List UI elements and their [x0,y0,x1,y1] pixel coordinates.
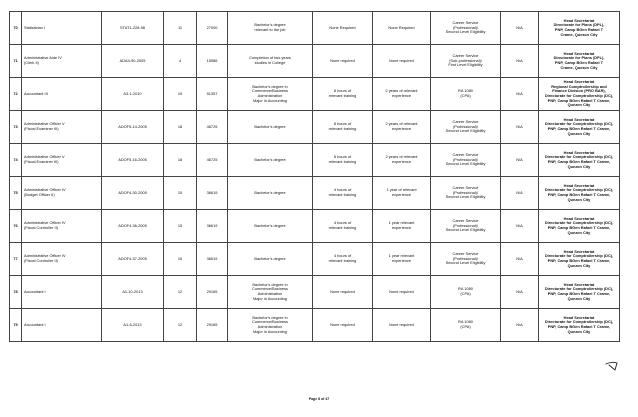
monthly-salary-cell: 27000 [197,12,228,45]
item-number-cell: ADOF4-36-2005 [102,210,164,243]
table-body [10,12,620,342]
eligibility-cell: Career Service (Professional)/ Second Level Eligibility [431,210,501,243]
item-number-cell: ADOF5-14-2005 [102,111,164,144]
position-title-cell: Administrative Officer IV (Budget Officer II) [22,177,102,210]
experience-cell: None required [373,276,431,309]
position-title-cell: Administrative Officer V (Fiscal Examiner III) [22,111,102,144]
competency-cell: N/A [501,243,539,276]
education-cell: Bachelor's degree in Commerce/Business Administration Major in Accounting [228,309,313,342]
training-cell: None required [313,309,373,342]
row-number-cell: 73 [10,111,22,144]
row-number-cell: 75 [10,177,22,210]
row-number-cell: 78 [10,276,22,309]
eligibility-cell: Career Service (Professional)/ Second Level Eligibility [431,111,501,144]
training-cell: 8 hours of relevant training [313,78,373,111]
salary-grade-cell: 18 [164,111,197,144]
competency-cell: N/A [501,276,539,309]
education-cell: Bachelor's degree [228,144,313,177]
education-cell: Bachelor's degree [228,210,313,243]
item-number-cell: A3-1-2010 [102,78,164,111]
competency-cell: N/A [501,210,539,243]
salary-grade-cell: 12 [164,309,197,342]
position-title-cell: Accountant I [22,309,102,342]
place-of-assignment-cell: Head Secretariat Directorate for Comptrollership (DC), PNP, Camp BGen Rafael T Crame, Quezon City [539,144,620,177]
eligibility-cell: Career Service (Professional)/ Second Level Eligibility [431,12,501,45]
competency-cell: N/A [501,309,539,342]
monthly-salary-cell: 51357 [197,78,228,111]
position-title-cell: Accountant I [22,276,102,309]
table-row [10,243,620,276]
competency-cell: N/A [501,111,539,144]
training-cell: None required [313,276,373,309]
competency-cell: N/A [501,45,539,78]
table-row [10,309,620,342]
table-row [10,276,620,309]
table-row [10,111,620,144]
position-title-cell: Administrative Aide IV (Clerk II) [22,45,102,78]
place-of-assignment-cell: Head Secretariat Directorate for Comptrollership (DC), PNP, Camp BGen Rafael T Crame, Quezon City [539,177,620,210]
eligibility-cell: Career Service (Sub-professional)/ First Level Eligibility [431,45,501,78]
salary-grade-cell: 18 [164,144,197,177]
row-number-cell: 71 [10,45,22,78]
place-of-assignment-cell: Head Secretariat Directorate for Plans (DPL), PNP, Camp BGen Rafael T Crame, Quezon City [539,12,620,45]
competency-cell: N/A [501,12,539,45]
education-cell: Bachelor's degree relevant to the job [228,12,313,45]
place-of-assignment-cell: Head Secretariat Directorate for Comptrollership (DC), PNP, Camp BGen Rafael T Crame, Quezon City [539,243,620,276]
item-number-cell: ADOF4-37-2005 [102,243,164,276]
place-of-assignment-cell: Head Secretariat Directorate for Comptrollership (DC), PNP, Camp BGen Rafael T Crame, Quezon City [539,309,620,342]
training-cell: None Required [313,12,373,45]
education-cell: Bachelor's degree in Commerce/Business Administration Major in Accounting [228,78,313,111]
education-cell: Bachelor's degree [228,243,313,276]
item-number-cell: STAT1-228-98 [102,12,164,45]
eligibility-cell: Career Service (Professional)/ Second Level Eligibility [431,177,501,210]
item-number-cell: ADA4-90-2005 [102,45,164,78]
monthly-salary-cell: 29165 [197,276,228,309]
monthly-salary-cell: 29165 [197,309,228,342]
corner-pen-mark [604,361,620,372]
item-number-cell: ADOF4-30-2005 [102,177,164,210]
eligibility-cell: RA 1080 (CPA) [431,309,501,342]
competency-cell: N/A [501,177,539,210]
training-cell: 4 hours of relevant training [313,210,373,243]
salary-grade-cell: 4 [164,45,197,78]
competency-cell: N/A [501,78,539,111]
row-number-cell: 72 [10,78,22,111]
monthly-salary-cell: 36619 [197,243,228,276]
salary-grade-cell: 19 [164,78,197,111]
experience-cell: 1 year relevant experience [373,210,431,243]
row-number-cell: 76 [10,210,22,243]
experience-cell: 1 year of relevant experience [373,177,431,210]
competency-cell: N/A [501,144,539,177]
monthly-salary-cell: 15586 [197,45,228,78]
salary-grade-cell: 15 [164,243,197,276]
table-row [10,144,620,177]
place-of-assignment-cell: Head Secretariat Directorate for Comptrollership (DC), PNP, Camp BGen Rafael T Crame, Quezon City [539,111,620,144]
eligibility-cell: RA 1080 (CPA) [431,78,501,111]
place-of-assignment-cell: Head Secretariat Directorate for Plans (DPL), PNP, Camp BGen Rafael T Crame, Quezon City [539,45,620,78]
training-cell: None required [313,45,373,78]
vacancy-table [9,11,620,342]
row-number-cell: 79 [10,309,22,342]
education-cell: Bachelor's degree in Commerce/Business Administration Major in Accounting [228,276,313,309]
table-row [10,12,620,45]
place-of-assignment-cell: Head Secretariat Directorate for Comptrollership (DC), PNP, Camp BGen Rafael T Crame, Quezon City [539,276,620,309]
table-row [10,78,620,111]
experience-cell: None required [373,45,431,78]
table-row [10,177,620,210]
row-number-cell: 74 [10,144,22,177]
monthly-salary-cell: 46725 [197,111,228,144]
experience-cell: 2 years of relevant experience [373,111,431,144]
position-title-cell: Administrative Officer IV (Fiscal Controller II) [22,210,102,243]
eligibility-cell: Career Service (Professional)/ Second Level Eligibility [431,144,501,177]
experience-cell: 2 years of relevant experience [373,78,431,111]
eligibility-cell: RA 1080 (CPA) [431,276,501,309]
position-title-cell: Administrative Officer IV (Fiscal Controller II) [22,243,102,276]
training-cell: 4 hours of relevant training [313,243,373,276]
place-of-assignment-cell: Head Secretariat Regional Comptrollership and Finance Division (PRO BAR), Directorate for Comptrollership (DC), PNP, Camp BGen Rafael T Crame, Quezon City [539,78,620,111]
education-cell: Completion of two years studies in College [228,45,313,78]
monthly-salary-cell: 46725 [197,144,228,177]
position-title-cell: Statistician I [22,12,102,45]
salary-grade-cell: 11 [164,12,197,45]
monthly-salary-cell: 36619 [197,210,228,243]
training-cell: 4 hours of relevant training [313,177,373,210]
experience-cell: None required [373,309,431,342]
experience-cell: 1 year relevant experience [373,243,431,276]
item-number-cell: ADOF5-16-2005 [102,144,164,177]
row-number-cell: 77 [10,243,22,276]
salary-grade-cell: 15 [164,177,197,210]
table-row [10,45,620,78]
page-number: Page 8 of 47 [308,397,330,401]
position-title-cell: Accountant III [22,78,102,111]
education-cell: Bachelor's degree [228,177,313,210]
place-of-assignment-cell: Head Secretariat Directorate for Comptrollership (DC), PNP, Camp BGen Rafael T Crame, Quezon City [539,210,620,243]
salary-grade-cell: 12 [164,276,197,309]
row-number-cell: 70 [10,12,22,45]
item-number-cell: A1-10-2013 [102,276,164,309]
experience-cell: 2 years of relevant experience [373,144,431,177]
training-cell: 8 hours of relevant training [313,144,373,177]
item-number-cell: A1-6-2013 [102,309,164,342]
monthly-salary-cell: 36619 [197,177,228,210]
experience-cell: None Required [373,12,431,45]
eligibility-cell: Career Service (Professional)/ Second Level Eligibility [431,243,501,276]
position-title-cell: Administrative Officer V (Fiscal Examiner III) [22,144,102,177]
training-cell: 8 hours of relevant training [313,111,373,144]
table-row [10,210,620,243]
education-cell: Bachelor's degree [228,111,313,144]
salary-grade-cell: 15 [164,210,197,243]
